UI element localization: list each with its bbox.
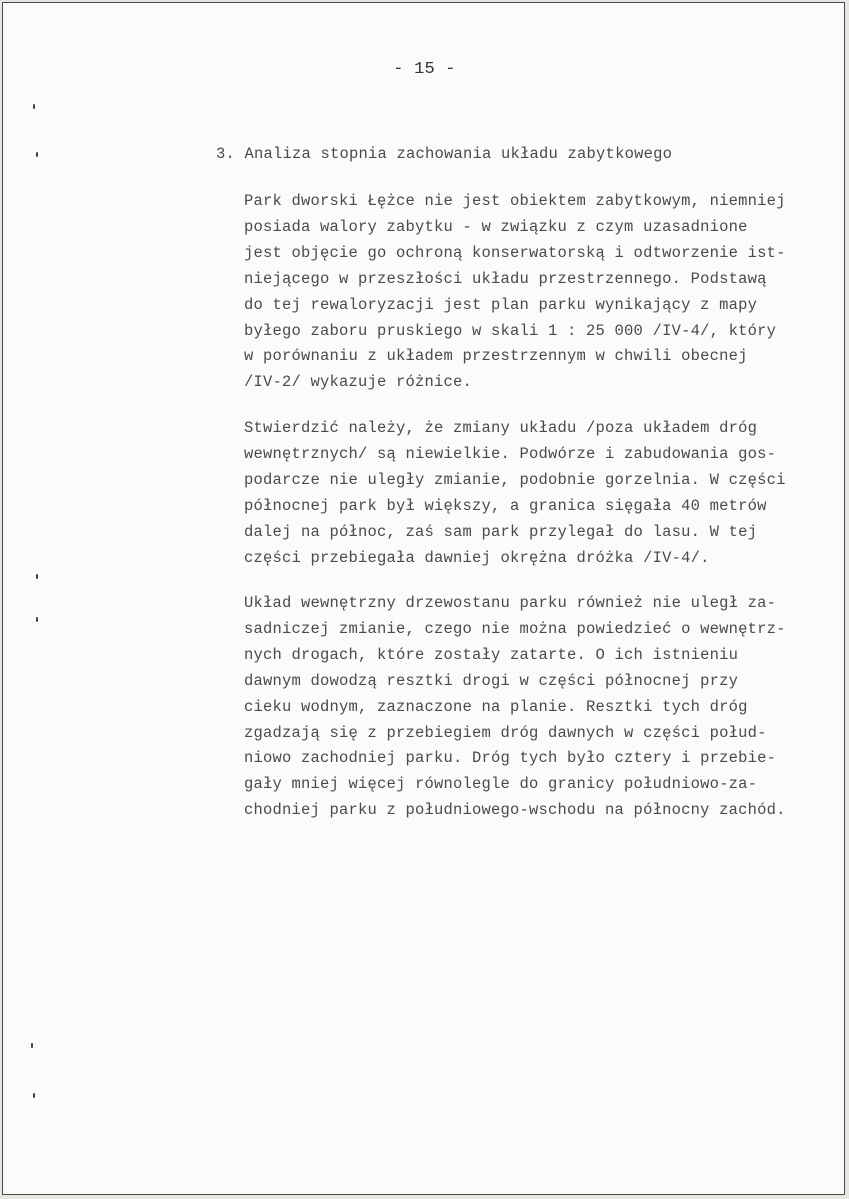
margin-mark [33, 1093, 35, 1098]
text-line: podarcze nie uległy zmianie, podobnie gorzelnia. W części [244, 470, 786, 489]
text-line: zgadzają się z przebiegiem dróg dawnych w części połud- [244, 723, 767, 742]
text-line: nych drogach, które zostały zatarte. O ich istnieniu [244, 645, 739, 664]
text-line: północnej park był większy, a granica sięgała 40 metrów [244, 496, 767, 515]
text-line: w porównaniu z układem przestrzennym w chwili obecnej [244, 347, 748, 366]
text-line: cieku wodnym, zaznaczone na planie. Resztki tych dróg [244, 697, 748, 716]
text-line: niowo zachodniej parku. Dróg tych było cztery i przebie- [244, 749, 777, 768]
text-line: niejącego w przeszłości układu przestrzennego. Podstawą [244, 269, 767, 288]
text-line: dalej na północ, zaś sam park przylegał do lasu. W tej [244, 522, 758, 541]
margin-mark [36, 617, 38, 622]
text-line: Stwierdzić należy, że zmiany układu /poza układem dróg [244, 419, 758, 437]
text-line: chodniej parku z południowego-wschodu na północny zachód. [244, 801, 786, 820]
text-line: do tej rewaloryzacji jest plan parku wynikający z mapy [244, 295, 758, 314]
margin-mark [31, 1043, 33, 1048]
text-line: sadniczej zmianie, czego nie można powiedzieć o wewnętrz- [244, 619, 786, 638]
paragraph [244, 591, 786, 824]
text-line: gały mniej więcej równolegle do granicy południowo-za- [244, 775, 758, 794]
text-line: /IV-2/ wykazuje różnice. [244, 373, 473, 392]
paragraph [244, 416, 786, 571]
text-line: Park dworski Łężce nie jest obiektem zabytkowym, niemniej [244, 192, 786, 210]
text-line: posiada walory zabytku - w związku z czym uzasadnione [244, 217, 748, 236]
page-number: - 15 - [393, 60, 456, 79]
text-line: Układ wewnętrzny drzewostanu parku również nie uległ za- [244, 594, 777, 612]
margin-mark [33, 104, 35, 109]
text-line: byłego zaboru pruskiego w skali 1 : 25 000 /IV-4/, który [244, 321, 777, 340]
text-line: części przebiegała dawniej okrężna dróżka /IV-4/. [244, 548, 710, 567]
text-line: wewnętrznych/ są niewielkie. Podwórze i zabudowania gos- [244, 444, 777, 463]
margin-mark [36, 574, 38, 579]
text-line: dawnym dowodzą resztki drogi w części północnej przy [244, 671, 739, 690]
margin-mark [36, 152, 38, 157]
paragraph [244, 189, 786, 396]
text-line: jest objęcie go ochroną konserwatorską i odtworzenie ist- [244, 243, 786, 262]
section-heading: 3. Analiza stopnia zachowania układu zabytkowego [216, 145, 673, 163]
